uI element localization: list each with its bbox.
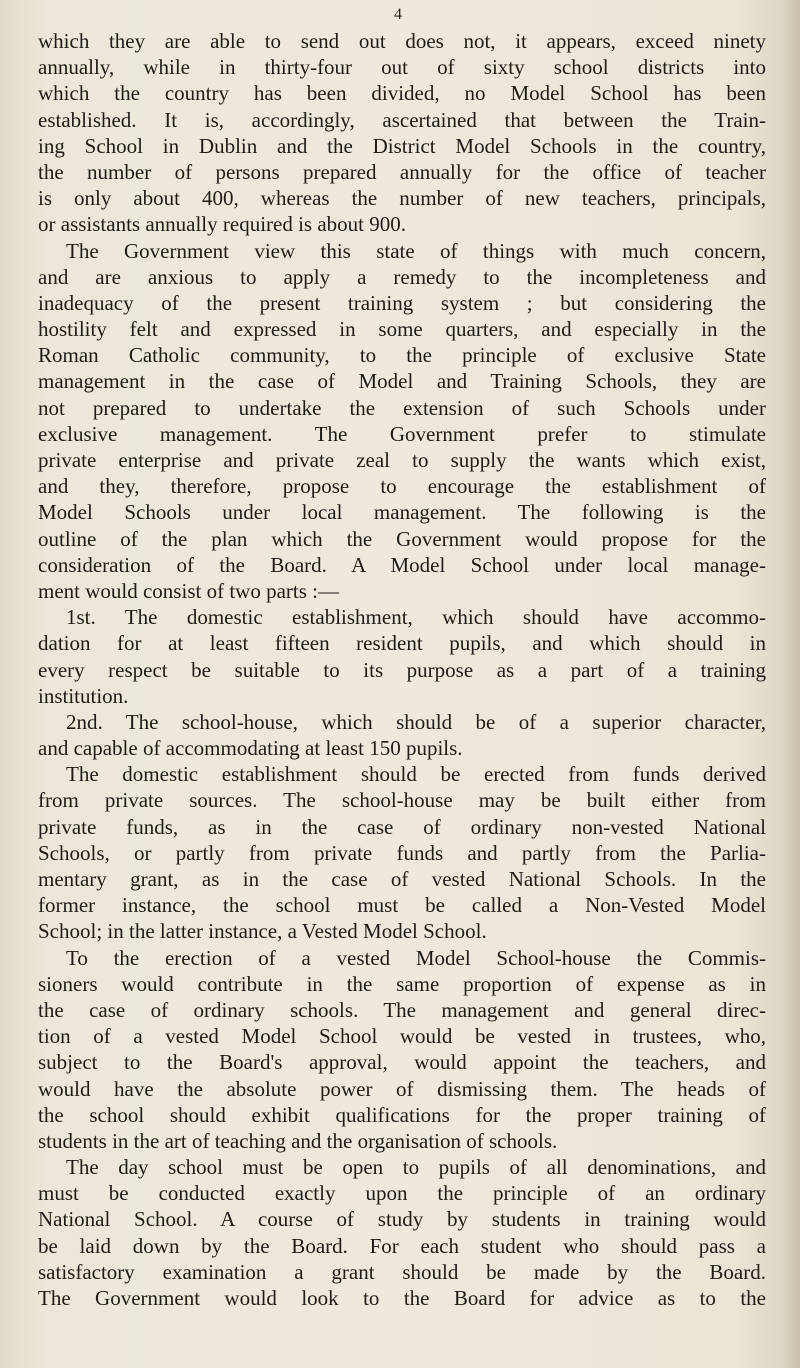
text-line: students in the art of teaching and the organisation of schools. bbox=[38, 1128, 558, 1153]
text-line: and capable of accommodating at least 150 pupils. bbox=[38, 736, 463, 761]
text-line: the number of persons prepared annually for the office of teacher bbox=[38, 159, 766, 184]
text-line: School; in the latter instance, a Vested Model School. bbox=[38, 919, 487, 944]
text-line: management in the case of Model and Training Schools, they are bbox=[38, 369, 766, 394]
text-line: subject to the Board's approval, would appoint the teachers, and bbox=[38, 1050, 766, 1075]
text-line: and are anxious to apply a remedy to the incompleteness and bbox=[38, 264, 766, 289]
text-line: sioners would contribute in the same proportion of expense as in bbox=[38, 971, 766, 996]
text-line: from private sources. The school-house may be built either from bbox=[38, 788, 766, 813]
text-line: former instance, the school must be called a Non-Vested Model bbox=[38, 893, 766, 918]
body-text bbox=[38, 28, 766, 1311]
text-line: The domestic establishment should be erected from funds derived bbox=[66, 762, 766, 787]
text-line: institution. bbox=[38, 683, 129, 708]
text-line: is only about 400, whereas the number of new teachers, principals, bbox=[38, 186, 766, 211]
text-line: 1st. The domestic establishment, which should have accommo- bbox=[66, 605, 766, 630]
text-line: must be conducted exactly upon the principle of an ordinary bbox=[38, 1181, 766, 1206]
text-line: which they are able to send out does not, it appears, exceed ninety bbox=[38, 29, 766, 53]
text-line: mentary grant, as in the case of vested National Schools. In the bbox=[38, 867, 766, 891]
text-line: which the country has been divided, no Model School has been bbox=[38, 81, 766, 106]
text-line: private enterprise and private zeal to supply the wants which exist, bbox=[38, 448, 766, 472]
text-line: dation for at least fifteen resident pupils, and which should in bbox=[38, 631, 766, 656]
text-line: Roman Catholic community, to the principle of exclusive State bbox=[38, 343, 766, 368]
text-line: or assistants annually required is about 900. bbox=[38, 212, 407, 237]
text-line: National School. A course of study by students in training would bbox=[38, 1207, 766, 1232]
text-line: To the erection of a vested Model School-house the Commis- bbox=[66, 945, 766, 970]
page-edge-shadow bbox=[782, 0, 800, 1368]
text-line: hostility felt and expressed in some quarters, and especially in the bbox=[38, 317, 766, 342]
text-line: ment would consist of two parts :— bbox=[38, 578, 339, 603]
text-line: 2nd. The school-house, which should be of a superior character, bbox=[66, 709, 766, 734]
text-line: exclusive management. The Government prefer to stimulate bbox=[38, 421, 766, 446]
text-line: established. It is, accordingly, ascertained that between the Train- bbox=[38, 107, 766, 132]
text-line: tion of a vested Model School would be vested in trustees, who, bbox=[38, 1024, 766, 1049]
text-line: not prepared to undertake the extension of such Schools under bbox=[38, 395, 766, 420]
text-line: annually, while in thirty-four out of sixty school districts into bbox=[38, 55, 766, 80]
text-line: the case of ordinary schools. The management and general direc- bbox=[38, 997, 766, 1022]
text-line: private funds, as in the case of ordinary non-vested National bbox=[38, 814, 766, 839]
text-line: would have the absolute power of dismissing them. The heads of bbox=[38, 1076, 766, 1101]
text-line: every respect be suitable to its purpose as a part of a training bbox=[38, 657, 766, 682]
text-line: ing School in Dublin and the District Model Schools in the country, bbox=[38, 133, 766, 158]
text-line: The Government view this state of things with much concern, bbox=[66, 238, 766, 263]
text-line: The Government would look to the Board for advice as to the bbox=[38, 1286, 766, 1310]
text-line: The day school must be open to pupils of all denominations, and bbox=[66, 1155, 766, 1180]
text-line: the school should exhibit qualifications for the proper training of bbox=[38, 1102, 766, 1127]
page-number: 4 bbox=[394, 6, 402, 23]
text-line: satisfactory examination a grant should be made by the Board. bbox=[38, 1259, 766, 1284]
text-line: Model Schools under local management. The following is the bbox=[38, 500, 766, 525]
text-line: inadequacy of the present training system ; but considering the bbox=[38, 290, 766, 315]
text-line: outline of the plan which the Government would propose for the bbox=[38, 526, 766, 551]
text-line: be laid down by the Board. For each student who should pass a bbox=[38, 1233, 766, 1258]
text-line: Schools, or partly from private funds and partly from the Parlia- bbox=[38, 840, 766, 865]
text-line: consideration of the Board. A Model School under local manage- bbox=[38, 552, 766, 577]
text-line: and they, therefore, propose to encourage the establishment of bbox=[38, 474, 766, 499]
